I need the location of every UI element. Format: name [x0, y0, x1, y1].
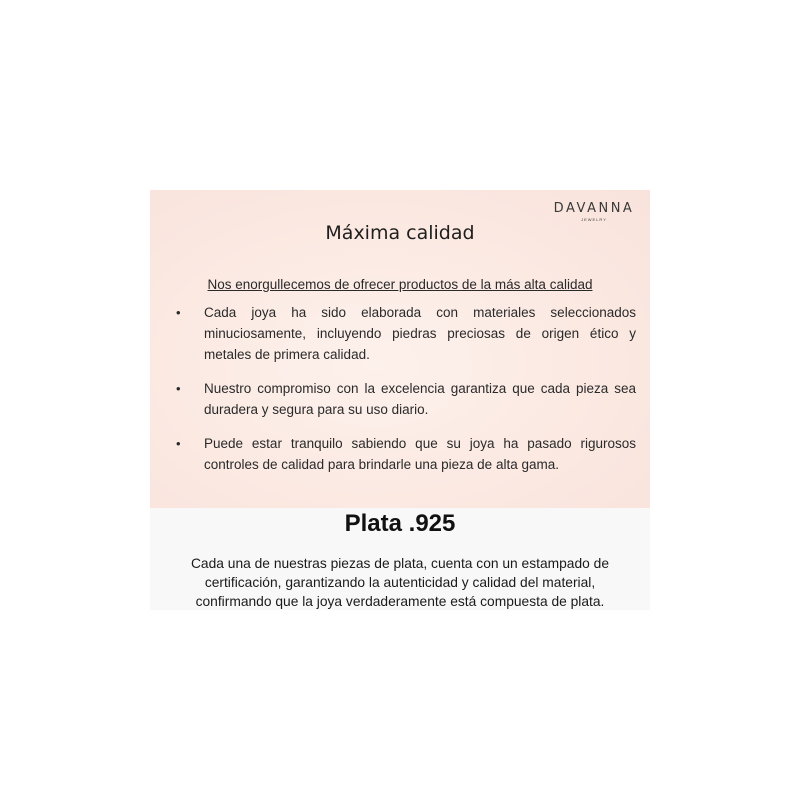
- info-card: [150, 190, 650, 610]
- list-item-text: Nuestro compromiso con la excelencia garantiza que cada pieza sea duradera y segura para su uso diario.: [204, 381, 636, 417]
- brand-logo: [546, 202, 642, 223]
- page-title: Máxima calidad: [325, 222, 475, 244]
- brand-name: DAVANNA: [553, 201, 635, 216]
- bullet-icon: •: [176, 381, 181, 396]
- list-item-text: Puede estar tranquilo sabiendo que su joya ha pasado rigurosos controles de calidad para brindarle una pieza de alta gama.: [204, 436, 636, 472]
- silver-title: Plata .925: [344, 510, 456, 537]
- bullet-icon: •: [176, 436, 181, 451]
- quality-list: [172, 302, 636, 488]
- list-item: [172, 378, 636, 420]
- brand-tagline: JEWELRY: [581, 217, 607, 222]
- silver-description: Cada una de nuestras piezas de plata, cuenta con un estampado de certificación, garantizando la autenticidad y calidad del material, confirmando que la joya verdaderamente está compuesta de plata.: [190, 556, 610, 609]
- bullet-icon: •: [176, 305, 181, 320]
- list-item: [172, 302, 636, 365]
- subtitle: Nos enorgullecemos de ofrecer productos de la más alta calidad: [207, 277, 593, 292]
- list-item-text: Cada joya ha sido elaborada con materiales seleccionados minuciosamente, incluyendo piedras preciosas de origen ético y metales de primera calidad.: [204, 305, 636, 362]
- list-item: [172, 433, 636, 475]
